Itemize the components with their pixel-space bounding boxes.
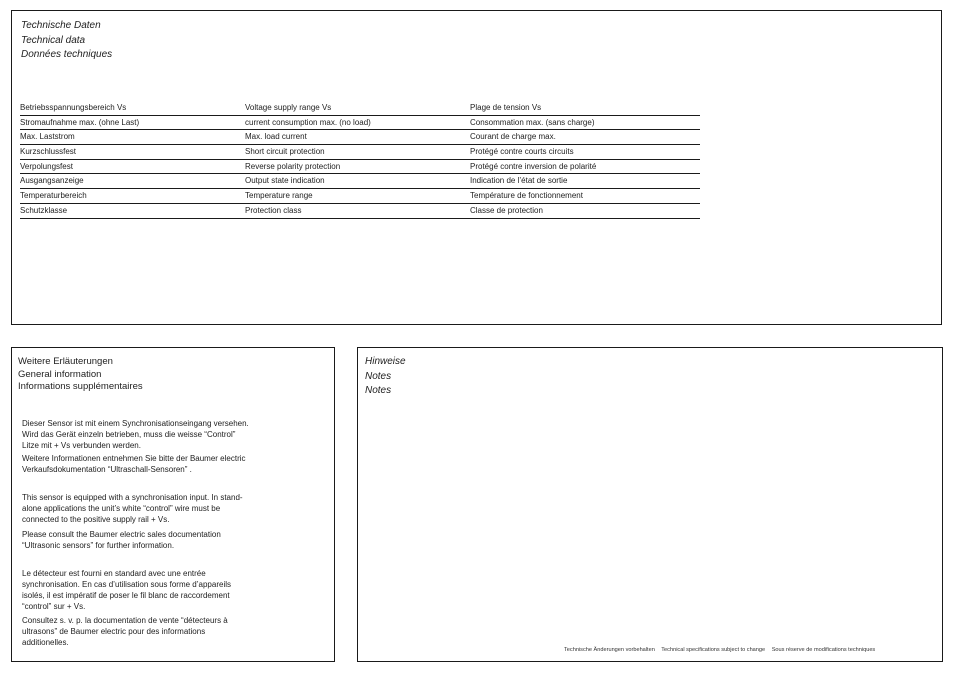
spec-label-fr: Température de fonctionnement [470, 191, 583, 201]
info-paragraph-de-docs [22, 453, 322, 475]
spec-label-de: Stromaufnahme max. (ohne Last) [20, 117, 140, 127]
spec-label-en: Voltage supply range Vs [245, 103, 332, 112]
notes-panel [357, 347, 943, 662]
text-line: isolés, il est impératif de poser le fil blanc de raccordement [22, 591, 230, 600]
table-row [20, 145, 700, 160]
text-line: Litze mit + Vs verbunden werden. [22, 441, 141, 450]
spec-label-fr: Protégé contre courts circuits [470, 147, 574, 157]
spec-label-fr: Courant de charge max. [470, 132, 556, 142]
text-line: “Ultrasonic sensors” for further information. [22, 541, 175, 550]
text-line: connected to the positive supply rail + Vs. [22, 515, 170, 524]
spec-label-en: Max. load current [245, 132, 307, 142]
general-information-panel [11, 347, 335, 662]
text-line: “control” sur + Vs. [22, 602, 86, 611]
text-line: additionelles. [22, 638, 69, 647]
heading-fr: Notes [365, 385, 392, 397]
info-paragraph-fr-docs [22, 615, 322, 648]
spec-label-en: Temperature range [245, 191, 313, 201]
spec-label-en: Output state indication [245, 176, 325, 186]
spec-label-en: Protection class [245, 205, 302, 215]
footer-disclaimer [564, 647, 880, 653]
spec-label-fr: Consommation max. (sans charge) [470, 117, 595, 127]
table-row [20, 101, 700, 116]
table-row [20, 204, 700, 219]
spec-label-en: Short circuit protection [245, 147, 325, 157]
spec-label-fr: Indication de l’état de sortie [470, 176, 568, 186]
heading-fr: Informations supplémentaires [18, 381, 143, 392]
spec-label-fr: Plage de tension Vs [470, 103, 542, 112]
text-line: synchronisation. En cas d’utilisation sous forme d’appareils [22, 580, 231, 589]
spec-label-de: Verpolungsfest [20, 161, 73, 171]
info-paragraph-en-docs [22, 529, 322, 551]
heading-fr: Données techniques [21, 49, 113, 61]
spec-label-de: Ausgangsanzeige [20, 176, 84, 186]
spec-label-de: Betriebsspannungsbereich Vs [20, 103, 127, 112]
technical-data-heading [21, 19, 112, 63]
technical-data-panel [11, 10, 942, 325]
table-row [20, 116, 700, 131]
text-line: ultrasons” de Baumer electric pour des informations [22, 627, 206, 636]
heading-de: Technische Daten [21, 20, 101, 31]
spec-label-en: current consumption max. (no load) [245, 117, 371, 127]
info-paragraph-en-sync [22, 492, 322, 525]
spec-table [20, 101, 700, 219]
table-row [20, 160, 700, 175]
info-paragraph-fr-sync [22, 568, 322, 612]
notes-heading [365, 355, 406, 399]
text-line: This sensor is equipped with a synchronisation input. In stand- [22, 493, 243, 502]
text-line: Wird das Gerät einzeln betrieben, muss die weisse “Control” [22, 430, 236, 439]
heading-en: General information [18, 368, 102, 380]
text-line: alone applications the unit’s white “control” wire must be [22, 504, 221, 513]
spec-label-de: Schutzklasse [20, 205, 68, 215]
table-row [20, 174, 700, 189]
heading-de: Hinweise [365, 356, 406, 367]
disclaimer-fr: Sous réserve de modifications techniques [771, 647, 876, 653]
text-line: Please consult the Baumer electric sales documentation [22, 530, 221, 539]
disclaimer-de: Technische Änderungen vorbehalten [564, 647, 655, 653]
info-paragraph-de-sync [22, 418, 322, 451]
text-line: Consultez s. v. p. la documentation de vente “détecteurs à [22, 616, 228, 625]
heading-en: Notes [365, 370, 392, 382]
heading-en: Technical data [21, 34, 86, 46]
text-line: Weitere Informationen entnehmen Sie bitte der Baumer electric [22, 454, 246, 463]
general-information-heading [18, 356, 143, 394]
spec-label-fr: Protégé contre inversion de polarité [470, 161, 597, 171]
spec-label-fr: Classe de protection [470, 205, 543, 215]
text-line: Dieser Sensor ist mit einem Synchronisationseingang versehen. [22, 419, 249, 428]
spec-label-de: Kurzschlussfest [20, 147, 77, 157]
text-line: Le détecteur est fourni en standard avec une entrée [22, 569, 206, 578]
spec-label-de: Temperaturbereich [20, 191, 87, 201]
disclaimer-en: Technical specifications subject to change [661, 647, 766, 653]
table-row [20, 189, 700, 204]
spec-label-en: Reverse polarity protection [245, 161, 341, 171]
spec-label-de: Max. Laststrom [20, 132, 75, 142]
text-line: Verkaufsdokumentation “Ultraschall-Sensoren” . [22, 465, 192, 474]
table-row [20, 130, 700, 145]
heading-de: Weitere Erläuterungen [18, 356, 113, 367]
